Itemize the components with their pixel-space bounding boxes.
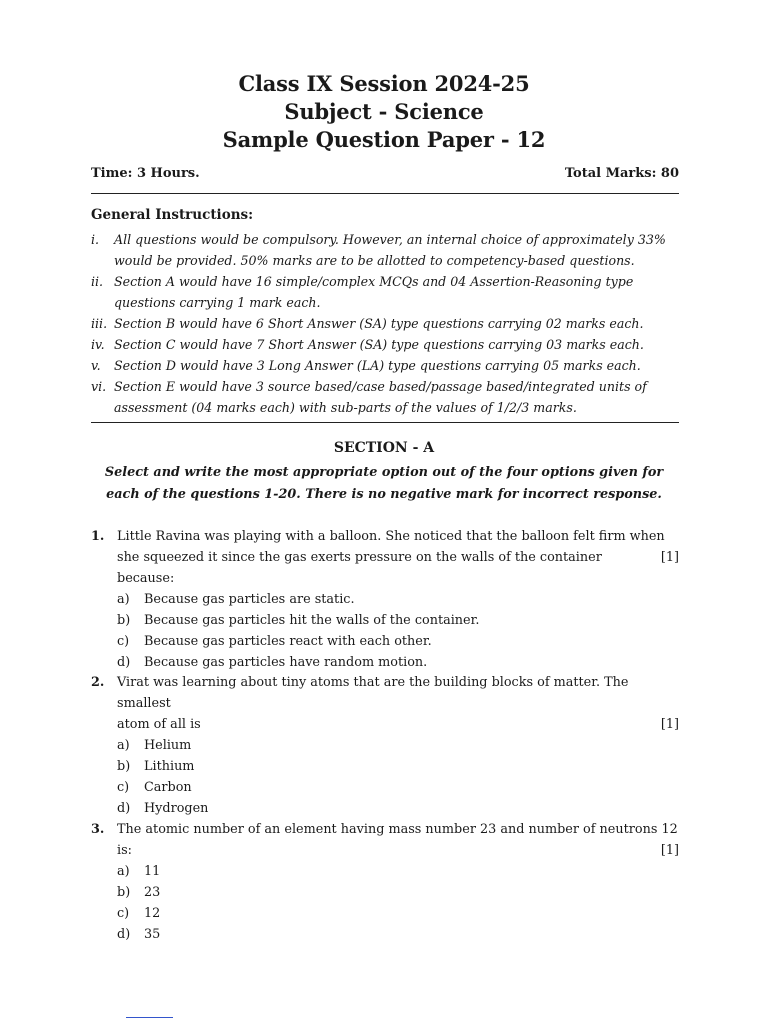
footer-link-underline[interactable] xyxy=(126,1017,173,1018)
question-marks: [1] xyxy=(660,843,679,858)
option-text: Helium xyxy=(144,738,192,753)
option-text: Lithium xyxy=(144,759,195,774)
instruction-item xyxy=(91,229,686,271)
question-row xyxy=(91,672,679,819)
question-number: 2. xyxy=(91,675,105,690)
option-d xyxy=(117,652,679,673)
option-text: 23 xyxy=(144,885,161,900)
option-text: 11 xyxy=(144,864,161,879)
exam-meta xyxy=(91,166,679,181)
divider-instructions xyxy=(91,422,679,423)
question-last-line xyxy=(117,714,679,735)
option-text: Because gas particles are static. xyxy=(144,592,355,607)
option-label: b) xyxy=(117,759,131,774)
instruction-number: ii. xyxy=(91,274,104,289)
title-class-session: Class IX Session 2024-25 xyxy=(238,71,530,96)
instruction-number: vi. xyxy=(91,379,107,394)
question-row xyxy=(91,526,679,673)
option-label: c) xyxy=(117,906,130,921)
option-text: Because gas particles react with each other. xyxy=(144,634,432,649)
option-text: 35 xyxy=(144,927,161,942)
option-b xyxy=(117,610,679,631)
option-d xyxy=(117,798,679,819)
option-a xyxy=(117,589,679,610)
option-text: Because gas particles have random motion. xyxy=(144,655,428,670)
instruction-item xyxy=(91,271,686,313)
option-c xyxy=(117,903,679,924)
option-text: Carbon xyxy=(144,780,192,795)
instruction-text: All questions would be compulsory. However, an internal choice of approximately 33% would be provided. 50% marks are to be allotted to competency-based questions. xyxy=(114,232,666,268)
question-2 xyxy=(91,672,679,819)
question-body xyxy=(117,672,679,819)
question-marks: [1] xyxy=(660,717,679,732)
option-c xyxy=(117,631,679,652)
title-subject: Subject - Science xyxy=(284,99,484,124)
option-text: Because gas particles hit the walls of the container. xyxy=(144,613,480,628)
instruction-text: Section B would have 6 Short Answer (SA) type questions carrying 02 marks each. xyxy=(114,316,644,331)
option-label: c) xyxy=(117,634,130,649)
option-label: a) xyxy=(117,592,130,607)
option-d xyxy=(117,924,679,945)
option-text: 12 xyxy=(144,906,161,921)
question-last-line xyxy=(117,547,679,589)
instruction-text: Section E would have 3 source based/case based/passage based/integrated units of assessment (04 marks each) with sub-parts of the values of 1/2/3 marks. xyxy=(114,379,647,415)
option-c xyxy=(117,777,679,798)
instruction-item xyxy=(91,355,686,376)
question-3 xyxy=(91,819,679,945)
instruction-number: iv. xyxy=(91,337,105,352)
instructions-heading: General Instructions: xyxy=(91,207,254,223)
instructions-list xyxy=(91,229,686,418)
option-b xyxy=(117,756,679,777)
option-text: Hydrogen xyxy=(144,801,209,816)
option-label: b) xyxy=(117,885,131,900)
option-label: d) xyxy=(117,927,131,942)
question-1 xyxy=(91,526,679,673)
question-row xyxy=(91,819,679,945)
option-a xyxy=(117,861,679,882)
exam-time: Time: 3 Hours. xyxy=(91,166,200,181)
instruction-text: Section D would have 3 Long Answer (LA) type questions carrying 05 marks each. xyxy=(114,358,641,373)
option-a xyxy=(117,735,679,756)
instruction-number: v. xyxy=(91,358,101,373)
instruction-item xyxy=(91,334,686,355)
option-label: c) xyxy=(117,780,130,795)
section-instruction: Select and write the most appropriate option out of the four options given for each of the questions 1-20. There is no negative mark for incorrect response. xyxy=(104,465,664,502)
instruction-item xyxy=(91,376,686,418)
question-body xyxy=(117,526,679,673)
option-label: a) xyxy=(117,864,130,879)
question-text-end: she squeezed it since the gas exerts pressure on the walls of the container because: xyxy=(117,550,602,586)
divider-top xyxy=(91,193,679,194)
question-text-end: is: xyxy=(117,843,132,858)
instruction-number: i. xyxy=(91,232,100,247)
option-b xyxy=(117,882,679,903)
title-paper-number: Sample Question Paper - 12 xyxy=(222,127,546,152)
paper-title xyxy=(0,70,768,154)
question-number: 3. xyxy=(91,822,105,837)
instruction-text: Section A would have 16 simple/complex MCQs and 04 Assertion-Reasoning type questions carrying 1 mark each. xyxy=(114,274,634,310)
question-text: Little Ravina was playing with a balloon. She noticed that the balloon felt firm when xyxy=(117,529,665,544)
question-last-line xyxy=(117,840,679,861)
instruction-number: iii. xyxy=(91,316,108,331)
question-marks: [1] xyxy=(660,550,679,565)
instruction-item xyxy=(91,313,686,334)
question-text: The atomic number of an element having mass number 23 and number of neutrons 12 xyxy=(117,822,678,837)
question-body xyxy=(117,819,679,945)
instruction-text: Section C would have 7 Short Answer (SA) type questions carrying 03 marks each. xyxy=(114,337,644,352)
exam-total-marks: Total Marks: 80 xyxy=(564,166,679,181)
option-label: d) xyxy=(117,801,131,816)
option-label: b) xyxy=(117,613,131,628)
option-label: a) xyxy=(117,738,130,753)
question-number: 1. xyxy=(91,529,105,544)
section-heading: SECTION - A xyxy=(333,440,435,456)
question-text: Virat was learning about tiny atoms that are the building blocks of matter. The smallest xyxy=(117,675,629,711)
option-label: d) xyxy=(117,655,131,670)
question-text-end: atom of all is xyxy=(117,717,201,732)
